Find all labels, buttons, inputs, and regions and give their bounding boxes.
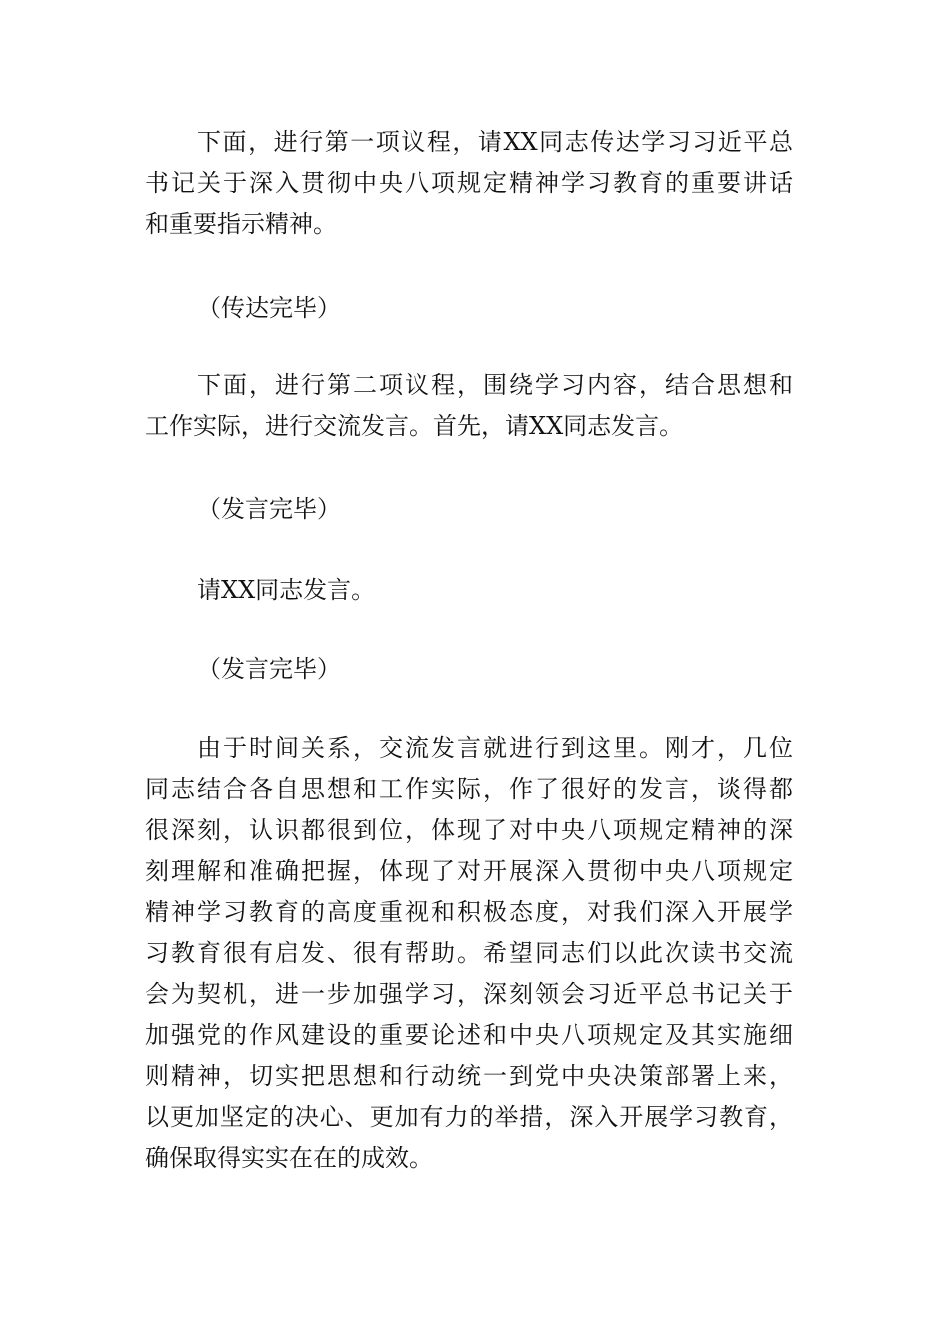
text-line: （传达完毕） — [197, 294, 341, 322]
text-line: 习教育很有启发、很有帮助。希望同志们以此次读书交流 — [145, 939, 793, 967]
text-line: 刻理解和准确把握，体现了对开展深入贯彻中央八项规定 — [145, 857, 793, 885]
text-line: 请XX同志发言。 — [197, 576, 376, 604]
text-line: 加强党的作风建设的重要论述和中央八项规定及其实施细 — [145, 1021, 793, 1049]
text-line: 同志结合各自思想和工作实际，作了很好的发言，谈得都 — [145, 775, 793, 803]
text-line: 很深刻，认识都很到位，体现了对中央八项规定精神的深 — [145, 816, 793, 844]
paragraph-speech-done-2 — [145, 649, 793, 690]
text-line: 会为契机，进一步加强学习，深刻领会习近平总书记关于 — [145, 980, 793, 1008]
text-line: 确保取得实实在在的成效。 — [145, 1144, 433, 1172]
paragraph-relay-done — [145, 288, 793, 329]
paragraph-next-speaker — [145, 570, 793, 611]
text-line: （发言完毕） — [197, 495, 341, 523]
text-line: 和重要指示精神。 — [145, 210, 337, 238]
text-line: 下面，进行第一项议程，请XX同志传达学习习近平总 — [197, 128, 793, 156]
text-line: 由于时间关系，交流发言就进行到这里。刚才，几位 — [197, 734, 793, 762]
text-line: （发言完毕） — [197, 655, 341, 683]
text-line: 精神学习教育的高度重视和积极态度，对我们深入开展学 — [145, 898, 793, 926]
paragraph-agenda-2 — [145, 365, 793, 447]
text-line: 书记关于深入贯彻中央八项规定精神学习教育的重要讲话 — [145, 169, 793, 197]
paragraph-agenda-1 — [145, 122, 793, 245]
text-line: 以更加坚定的决心、更加有力的举措，深入开展学习教育， — [145, 1103, 793, 1131]
text-line: 下面，进行第二项议程，围绕学习内容，结合思想和 — [197, 371, 793, 399]
text-line: 则精神，切实把思想和行动统一到党中央决策部署上来， — [145, 1062, 793, 1090]
text-line: 工作实际，进行交流发言。首先，请XX同志发言。 — [145, 412, 684, 440]
paragraph-speech-done-1 — [145, 489, 793, 530]
paragraph-summary — [145, 728, 793, 1179]
